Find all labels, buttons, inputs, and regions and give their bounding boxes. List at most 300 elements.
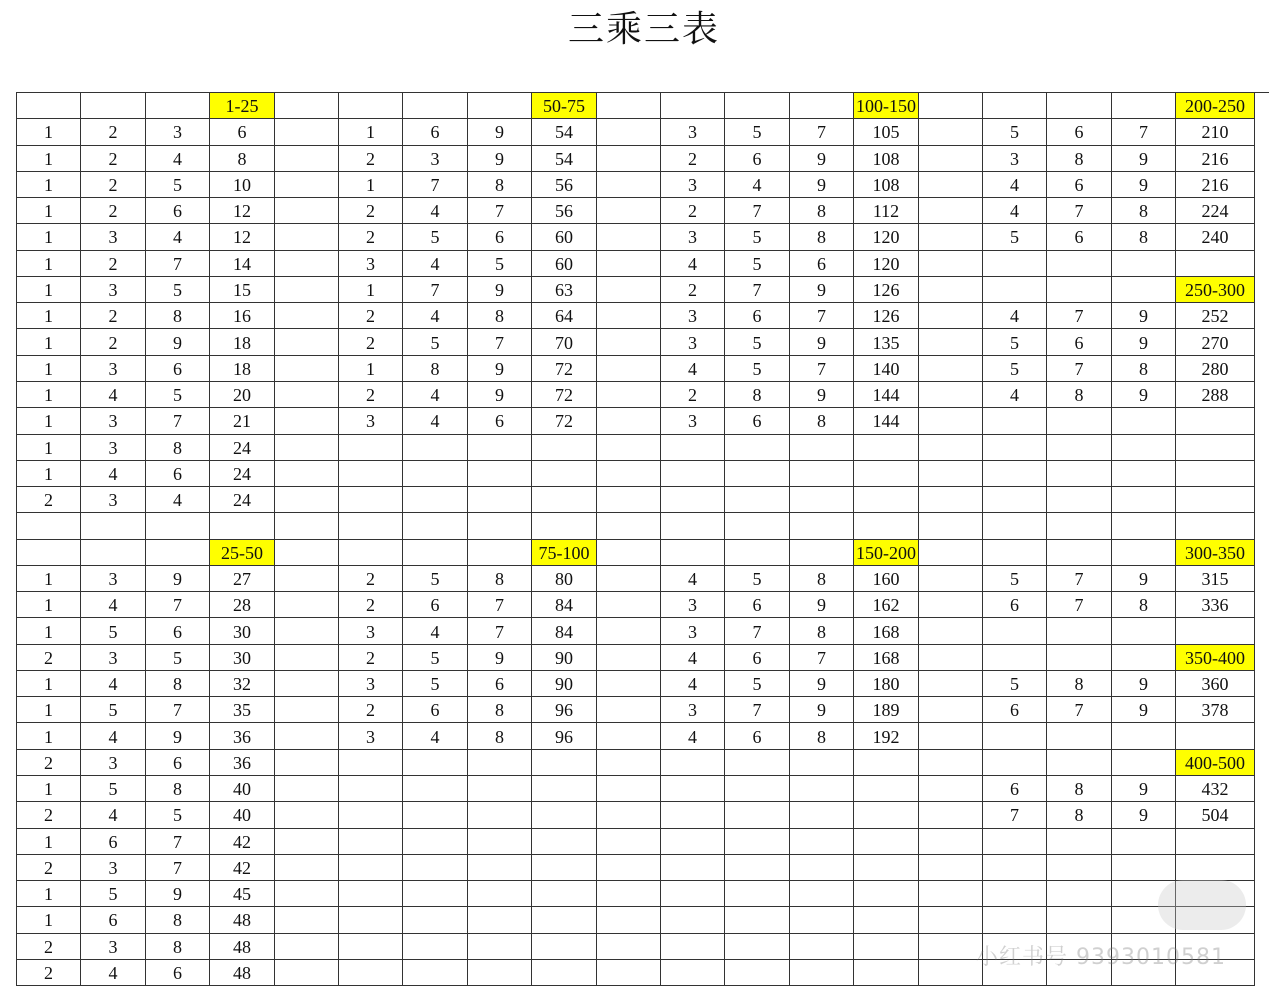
empty-cell	[275, 93, 339, 119]
empty-cell	[81, 540, 146, 566]
table-cell: 216	[1176, 172, 1255, 198]
table-cell: 2	[81, 251, 146, 277]
empty-cell	[983, 855, 1047, 881]
table-cell: 4	[81, 723, 146, 749]
table-cell: 8	[1112, 356, 1176, 382]
table-cell: 108	[854, 146, 919, 172]
empty-cell	[790, 540, 854, 566]
table-cell: 8	[1047, 802, 1112, 828]
empty-cell	[983, 461, 1047, 487]
table-cell: 135	[854, 329, 919, 355]
table-cell: 4	[146, 146, 210, 172]
table-cell: 4	[661, 671, 725, 697]
empty-cell	[275, 671, 339, 697]
table-cell: 2	[17, 750, 81, 776]
table-cell: 2	[339, 645, 403, 671]
table-cell: 3	[339, 251, 403, 277]
empty-cell	[919, 855, 983, 881]
table-cell: 8	[790, 224, 854, 250]
table-cell: 8	[790, 618, 854, 644]
table-cell: 3	[81, 435, 146, 461]
empty-cell	[725, 776, 790, 802]
empty-cell	[1047, 487, 1112, 513]
table-cell: 28	[210, 592, 275, 618]
empty-cell	[403, 461, 468, 487]
empty-cell	[919, 750, 983, 776]
table-cell: 4	[725, 172, 790, 198]
empty-cell	[725, 461, 790, 487]
table-cell: 4	[661, 566, 725, 592]
empty-cell	[339, 934, 403, 960]
table-cell: 140	[854, 356, 919, 382]
table-cell: 3	[81, 356, 146, 382]
empty-cell	[854, 907, 919, 933]
table-cell: 3	[81, 855, 146, 881]
empty-cell	[275, 172, 339, 198]
empty-cell	[597, 119, 661, 145]
empty-cell	[661, 881, 725, 907]
table-cell: 4	[403, 303, 468, 329]
table-cell: 9	[1112, 671, 1176, 697]
table-cell: 160	[854, 566, 919, 592]
empty-cell	[275, 487, 339, 513]
empty-cell	[790, 934, 854, 960]
empty-cell	[532, 750, 597, 776]
empty-cell	[725, 829, 790, 855]
empty-cell	[1047, 855, 1112, 881]
empty-cell	[661, 907, 725, 933]
table-cell: 1	[339, 172, 403, 198]
table-cell: 5	[81, 618, 146, 644]
table-cell: 8	[790, 566, 854, 592]
empty-cell	[275, 776, 339, 802]
table-cell: 2	[81, 329, 146, 355]
table-cell: 7	[1047, 592, 1112, 618]
table-cell: 64	[532, 303, 597, 329]
empty-cell	[1112, 750, 1176, 776]
empty-cell	[919, 224, 983, 250]
table-cell: 6	[210, 119, 275, 145]
table-cell: 2	[339, 592, 403, 618]
table-cell: 8	[725, 382, 790, 408]
table-cell: 6	[1047, 119, 1112, 145]
empty-cell	[725, 855, 790, 881]
table-cell: 6	[468, 671, 532, 697]
table-cell: 7	[146, 697, 210, 723]
table-cell: 90	[532, 671, 597, 697]
table-cell: 4	[81, 382, 146, 408]
empty-cell	[597, 802, 661, 828]
table-cell: 2	[81, 146, 146, 172]
table-cell: 56	[532, 172, 597, 198]
table-cell: 24	[210, 461, 275, 487]
empty-cell	[403, 513, 468, 539]
table-cell: 216	[1176, 146, 1255, 172]
empty-cell	[403, 487, 468, 513]
range-header: 250-300	[1176, 277, 1255, 303]
table-cell: 126	[854, 303, 919, 329]
empty-cell	[1112, 540, 1176, 566]
empty-cell	[1047, 645, 1112, 671]
empty-cell	[661, 461, 725, 487]
empty-cell	[790, 829, 854, 855]
empty-cell	[790, 907, 854, 933]
table-cell: 18	[210, 356, 275, 382]
empty-cell	[1112, 618, 1176, 644]
table-cell: 5	[983, 119, 1047, 145]
empty-cell	[661, 487, 725, 513]
table-cell: 288	[1176, 382, 1255, 408]
table-cell: 10	[210, 172, 275, 198]
table-cell: 5	[725, 251, 790, 277]
table-cell: 7	[790, 303, 854, 329]
empty-cell	[468, 881, 532, 907]
empty-cell	[597, 198, 661, 224]
empty-cell	[1112, 435, 1176, 461]
table-cell: 8	[1112, 224, 1176, 250]
empty-cell	[275, 382, 339, 408]
empty-cell	[468, 435, 532, 461]
table-cell: 8	[146, 776, 210, 802]
empty-cell	[275, 618, 339, 644]
empty-cell	[275, 540, 339, 566]
empty-cell	[1047, 907, 1112, 933]
table-cell: 7	[983, 802, 1047, 828]
table-cell: 7	[403, 277, 468, 303]
table-cell: 1	[17, 907, 81, 933]
empty-cell	[725, 487, 790, 513]
table-cell: 9	[790, 329, 854, 355]
table-cell: 4	[403, 618, 468, 644]
empty-cell	[919, 802, 983, 828]
table-cell: 8	[790, 408, 854, 434]
table-cell: 2	[661, 198, 725, 224]
table-cell: 210	[1176, 119, 1255, 145]
empty-cell	[919, 566, 983, 592]
empty-cell	[17, 540, 81, 566]
table-cell: 280	[1176, 356, 1255, 382]
table-cell: 3	[661, 329, 725, 355]
empty-cell	[275, 303, 339, 329]
table-cell: 3	[339, 723, 403, 749]
table-cell: 3	[339, 671, 403, 697]
table-cell: 9	[1112, 802, 1176, 828]
table-cell: 3	[661, 119, 725, 145]
empty-cell	[597, 382, 661, 408]
table-cell: 7	[146, 251, 210, 277]
table-cell: 9	[790, 697, 854, 723]
table-cell: 5	[725, 671, 790, 697]
table-cell: 2	[339, 329, 403, 355]
empty-cell	[919, 408, 983, 434]
table-cell: 240	[1176, 224, 1255, 250]
empty-cell	[597, 277, 661, 303]
table-cell: 4	[403, 723, 468, 749]
table-cell: 9	[1112, 172, 1176, 198]
table-cell: 9	[468, 356, 532, 382]
empty-cell	[275, 855, 339, 881]
table-cell: 8	[1047, 671, 1112, 697]
empty-cell	[1112, 93, 1176, 119]
table-cell: 2	[339, 697, 403, 723]
empty-cell	[468, 855, 532, 881]
table-cell: 112	[854, 198, 919, 224]
empty-cell	[919, 146, 983, 172]
table-cell: 144	[854, 408, 919, 434]
table-cell: 4	[403, 198, 468, 224]
empty-cell	[983, 907, 1047, 933]
empty-cell	[725, 934, 790, 960]
empty-cell	[1047, 408, 1112, 434]
table-cell: 5	[725, 566, 790, 592]
table-cell: 7	[146, 855, 210, 881]
table-cell: 4	[661, 356, 725, 382]
table-cell: 1	[17, 881, 81, 907]
table-cell: 2	[339, 198, 403, 224]
empty-cell	[854, 487, 919, 513]
table-cell: 5	[81, 697, 146, 723]
empty-cell	[1112, 408, 1176, 434]
table-cell: 6	[725, 592, 790, 618]
empty-cell	[854, 513, 919, 539]
table-cell: 3	[81, 408, 146, 434]
table-cell: 7	[725, 198, 790, 224]
empty-cell	[919, 618, 983, 644]
table-cell: 9	[790, 671, 854, 697]
table-cell: 1	[17, 723, 81, 749]
table-cell: 48	[210, 960, 275, 986]
empty-cell	[790, 750, 854, 776]
table-cell: 1	[17, 566, 81, 592]
table-cell: 6	[790, 251, 854, 277]
empty-cell	[854, 802, 919, 828]
range-header: 150-200	[854, 540, 919, 566]
empty-cell	[919, 172, 983, 198]
empty-cell	[468, 513, 532, 539]
table-cell: 7	[725, 618, 790, 644]
table-cell: 9	[790, 146, 854, 172]
table-cell: 1	[17, 671, 81, 697]
table-cell: 2	[17, 855, 81, 881]
empty-cell	[854, 934, 919, 960]
empty-cell	[661, 435, 725, 461]
empty-cell	[597, 723, 661, 749]
table-cell: 5	[146, 172, 210, 198]
empty-cell	[597, 592, 661, 618]
table-cell: 9	[1112, 329, 1176, 355]
empty-cell	[275, 513, 339, 539]
table-cell: 5	[983, 671, 1047, 697]
table-cell: 1	[17, 592, 81, 618]
empty-cell	[1047, 750, 1112, 776]
empty-cell	[81, 93, 146, 119]
empty-cell	[403, 934, 468, 960]
table-cell: 72	[532, 382, 597, 408]
table-cell: 6	[403, 592, 468, 618]
empty-cell	[339, 435, 403, 461]
table-cell: 42	[210, 829, 275, 855]
empty-cell	[468, 934, 532, 960]
table-cell: 6	[725, 723, 790, 749]
empty-cell	[790, 802, 854, 828]
empty-cell	[661, 513, 725, 539]
table-cell: 7	[790, 356, 854, 382]
table-cell: 2	[339, 146, 403, 172]
empty-cell	[1047, 251, 1112, 277]
empty-cell	[725, 540, 790, 566]
table-cell: 7	[146, 408, 210, 434]
empty-cell	[1047, 723, 1112, 749]
page-title: 三乘三表	[567, 9, 720, 50]
empty-cell	[854, 829, 919, 855]
empty-cell	[597, 356, 661, 382]
table-cell: 3	[339, 618, 403, 644]
empty-cell	[403, 435, 468, 461]
table-cell: 7	[146, 592, 210, 618]
table-cell: 16	[210, 303, 275, 329]
table-cell: 2	[81, 172, 146, 198]
table-cell: 72	[532, 408, 597, 434]
table-cell: 9	[468, 645, 532, 671]
table-cell: 6	[1047, 224, 1112, 250]
empty-cell	[661, 960, 725, 986]
empty-cell	[790, 513, 854, 539]
empty-cell	[275, 829, 339, 855]
table-cell: 1	[339, 119, 403, 145]
table-cell: 7	[1047, 198, 1112, 224]
empty-cell	[1112, 461, 1176, 487]
table-cell: 8	[146, 671, 210, 697]
table-cell: 3	[81, 566, 146, 592]
empty-cell	[532, 802, 597, 828]
table-cell: 70	[532, 329, 597, 355]
empty-cell	[1176, 513, 1255, 539]
table-cell: 1	[17, 408, 81, 434]
table-cell: 3	[81, 487, 146, 513]
empty-cell	[661, 776, 725, 802]
table-cell: 5	[146, 382, 210, 408]
empty-cell	[790, 461, 854, 487]
table-cell: 168	[854, 618, 919, 644]
empty-cell	[661, 829, 725, 855]
table-cell: 8	[146, 435, 210, 461]
empty-cell	[790, 960, 854, 986]
empty-cell	[790, 881, 854, 907]
table-cell: 6	[468, 408, 532, 434]
table-cell: 72	[532, 356, 597, 382]
table-cell: 4	[146, 487, 210, 513]
table-cell: 1	[17, 618, 81, 644]
empty-cell	[919, 329, 983, 355]
empty-cell	[1112, 487, 1176, 513]
empty-cell	[532, 960, 597, 986]
empty-cell	[532, 461, 597, 487]
table-cell: 5	[403, 566, 468, 592]
table-cell: 3	[81, 645, 146, 671]
empty-cell	[275, 566, 339, 592]
multiplication-table-grid	[16, 92, 1269, 986]
empty-cell	[597, 750, 661, 776]
empty-cell	[468, 829, 532, 855]
table-cell: 189	[854, 697, 919, 723]
table-cell: 8	[146, 907, 210, 933]
table-cell: 9	[1112, 382, 1176, 408]
empty-cell	[597, 487, 661, 513]
table-cell: 6	[983, 776, 1047, 802]
table-cell: 80	[532, 566, 597, 592]
table-cell: 56	[532, 198, 597, 224]
table-cell: 9	[468, 146, 532, 172]
range-header: 400-500	[1176, 750, 1255, 776]
table-cell: 9	[146, 723, 210, 749]
table-cell: 5	[983, 356, 1047, 382]
empty-cell	[1176, 435, 1255, 461]
table-cell: 4	[661, 251, 725, 277]
table-cell: 6	[725, 408, 790, 434]
empty-cell	[275, 592, 339, 618]
empty-cell	[339, 802, 403, 828]
empty-cell	[1112, 723, 1176, 749]
empty-cell	[468, 907, 532, 933]
table-cell: 5	[983, 224, 1047, 250]
table-cell: 21	[210, 408, 275, 434]
empty-cell	[1112, 645, 1176, 671]
empty-cell	[1047, 540, 1112, 566]
empty-cell	[1176, 487, 1255, 513]
table-cell: 8	[468, 723, 532, 749]
table-cell: 4	[983, 172, 1047, 198]
empty-cell	[1176, 855, 1255, 881]
empty-cell	[468, 487, 532, 513]
table-cell: 9	[1112, 146, 1176, 172]
table-cell: 6	[81, 829, 146, 855]
empty-cell	[919, 776, 983, 802]
table-cell: 2	[339, 382, 403, 408]
empty-cell	[1176, 618, 1255, 644]
empty-cell	[1176, 251, 1255, 277]
table-cell: 9	[468, 119, 532, 145]
empty-cell	[597, 461, 661, 487]
table-cell: 3	[81, 934, 146, 960]
table-cell: 3	[661, 172, 725, 198]
table-cell: 8	[210, 146, 275, 172]
empty-cell	[597, 934, 661, 960]
empty-cell	[919, 251, 983, 277]
table-cell: 252	[1176, 303, 1255, 329]
empty-cell	[854, 960, 919, 986]
empty-cell	[468, 461, 532, 487]
empty-cell	[1176, 408, 1255, 434]
table-cell: 105	[854, 119, 919, 145]
empty-cell	[1047, 881, 1112, 907]
empty-cell	[919, 461, 983, 487]
empty-cell	[403, 907, 468, 933]
empty-cell	[790, 435, 854, 461]
table-cell: 1	[17, 382, 81, 408]
table-cell: 5	[403, 645, 468, 671]
table-cell: 5	[146, 277, 210, 303]
table-cell: 48	[210, 907, 275, 933]
empty-cell	[403, 776, 468, 802]
empty-cell	[790, 776, 854, 802]
table-cell: 3	[983, 146, 1047, 172]
table-cell: 108	[854, 172, 919, 198]
table-cell: 14	[210, 251, 275, 277]
empty-cell	[661, 93, 725, 119]
empty-cell	[597, 251, 661, 277]
empty-cell	[597, 408, 661, 434]
empty-cell	[275, 697, 339, 723]
